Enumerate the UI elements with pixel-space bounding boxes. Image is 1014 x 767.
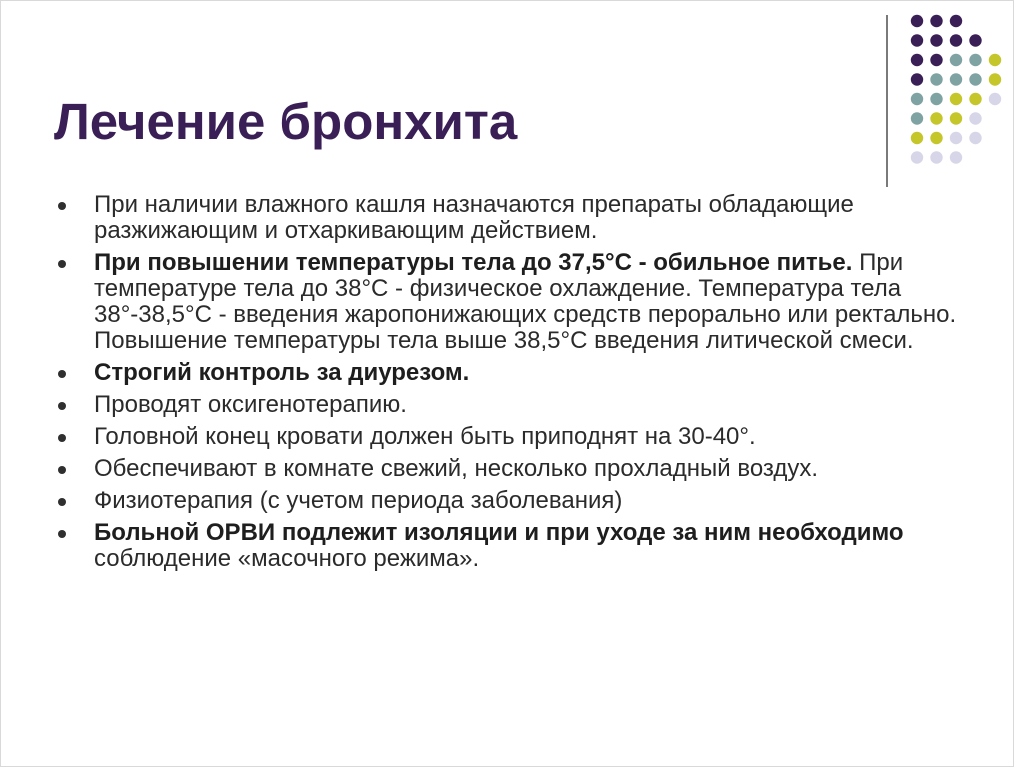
bullet-dot-icon [58, 370, 66, 378]
bullet-dot-icon [58, 530, 66, 538]
bullet-item [58, 392, 978, 418]
bullet-item [58, 520, 978, 572]
bullet-item [58, 456, 978, 482]
bullet-dot-icon [58, 402, 66, 410]
decorative-vertical-rule [886, 15, 888, 187]
bullet-dot-icon [58, 498, 66, 506]
bullet-dot-icon [58, 260, 66, 268]
bullet-dot-icon [58, 434, 66, 442]
bullet-item [58, 360, 978, 386]
bullet-list [58, 192, 978, 578]
bullet-text: При наличии влажного кашля назначаются препараты обладающие разжижающим и отхаркивающим действием. [94, 191, 854, 244]
bullet-item [58, 192, 978, 244]
bullet-dot-icon [58, 202, 66, 210]
bullet-text: соблюдение «масочного режима». [94, 545, 480, 572]
bullet-text: Головной конец кровати должен быть приподнят на 30-40°. [94, 423, 756, 450]
bullet-item [58, 250, 978, 354]
bullet-bold-text: При повышении температуры тела до 37,5°С - обильное питье. [94, 249, 853, 276]
bullet-bold-text: Строгий контроль за диурезом. [94, 359, 470, 386]
bullet-bold-text: Больной ОРВИ подлежит изоляции и при уходе за ним необходимо [94, 519, 904, 546]
slide-title: Лечение бронхита [54, 93, 518, 150]
bullet-text: Физиотерапия (с учетом периода заболевания) [94, 487, 623, 514]
bullet-text: Обеспечивают в комнате свежий, несколько прохладный воздух. [94, 455, 819, 482]
bullet-text: При температуре тела до 38°С - физическое охлаждение. Температура тела 38°-38,5°С - введения жаропонижающих средств перорально или ректально. Повышение температуры тела выше 38,5°С введения литической смеси. [94, 249, 957, 354]
bullet-item [58, 424, 978, 450]
bullet-dot-icon [58, 466, 66, 474]
bullet-text: Проводят оксигенотерапию. [94, 391, 407, 418]
bullet-item [58, 488, 978, 514]
